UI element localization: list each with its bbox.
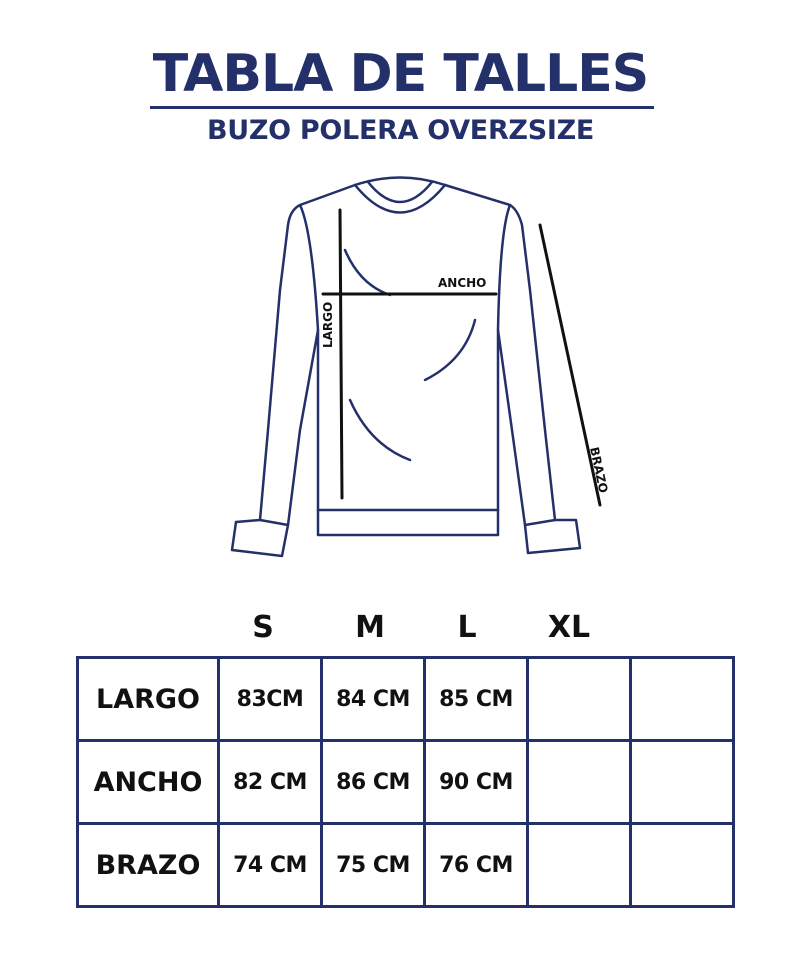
cell-brazo-m: 75 CM [322, 824, 425, 907]
row-label-largo: LARGO [78, 658, 219, 741]
row-label-brazo: BRAZO [78, 824, 219, 907]
sweater-outline [232, 178, 580, 557]
size-header-s: S [252, 610, 274, 645]
page-title: TABLA DE TALLES [152, 44, 649, 104]
cell-largo-l: 85 CM [425, 658, 528, 741]
table-row [78, 824, 734, 907]
table-row [78, 658, 734, 741]
table-row [78, 741, 734, 824]
cell-ancho-m: 86 CM [322, 741, 425, 824]
cell-largo-m: 84 CM [322, 658, 425, 741]
cell-ancho-l: 90 CM [425, 741, 528, 824]
measure-lines [323, 210, 600, 505]
cell-ancho-s: 82 CM [219, 741, 322, 824]
length-measure-line [340, 210, 342, 498]
cell-brazo-s: 74 CM [219, 824, 322, 907]
cell-brazo-extra [631, 824, 734, 907]
cell-largo-extra [631, 658, 734, 741]
size-header-m: M [355, 610, 385, 645]
cell-largo-xl [528, 658, 631, 741]
size-header-l: L [457, 610, 477, 645]
cell-brazo-l: 76 CM [425, 824, 528, 907]
cell-brazo-xl [528, 824, 631, 907]
cell-largo-s: 83CM [219, 658, 322, 741]
row-label-ancho: ANCHO [78, 741, 219, 824]
width-label: ANCHO [438, 276, 487, 290]
page-subtitle: BUZO POLERA OVERZSIZE [206, 115, 595, 146]
cell-ancho-extra [631, 741, 734, 824]
sleeve-label: BRAZO [587, 445, 611, 495]
size-table [76, 656, 735, 908]
length-label: LARGO [321, 301, 335, 348]
cell-ancho-xl [528, 741, 631, 824]
size-header-xl: XL [547, 610, 591, 645]
